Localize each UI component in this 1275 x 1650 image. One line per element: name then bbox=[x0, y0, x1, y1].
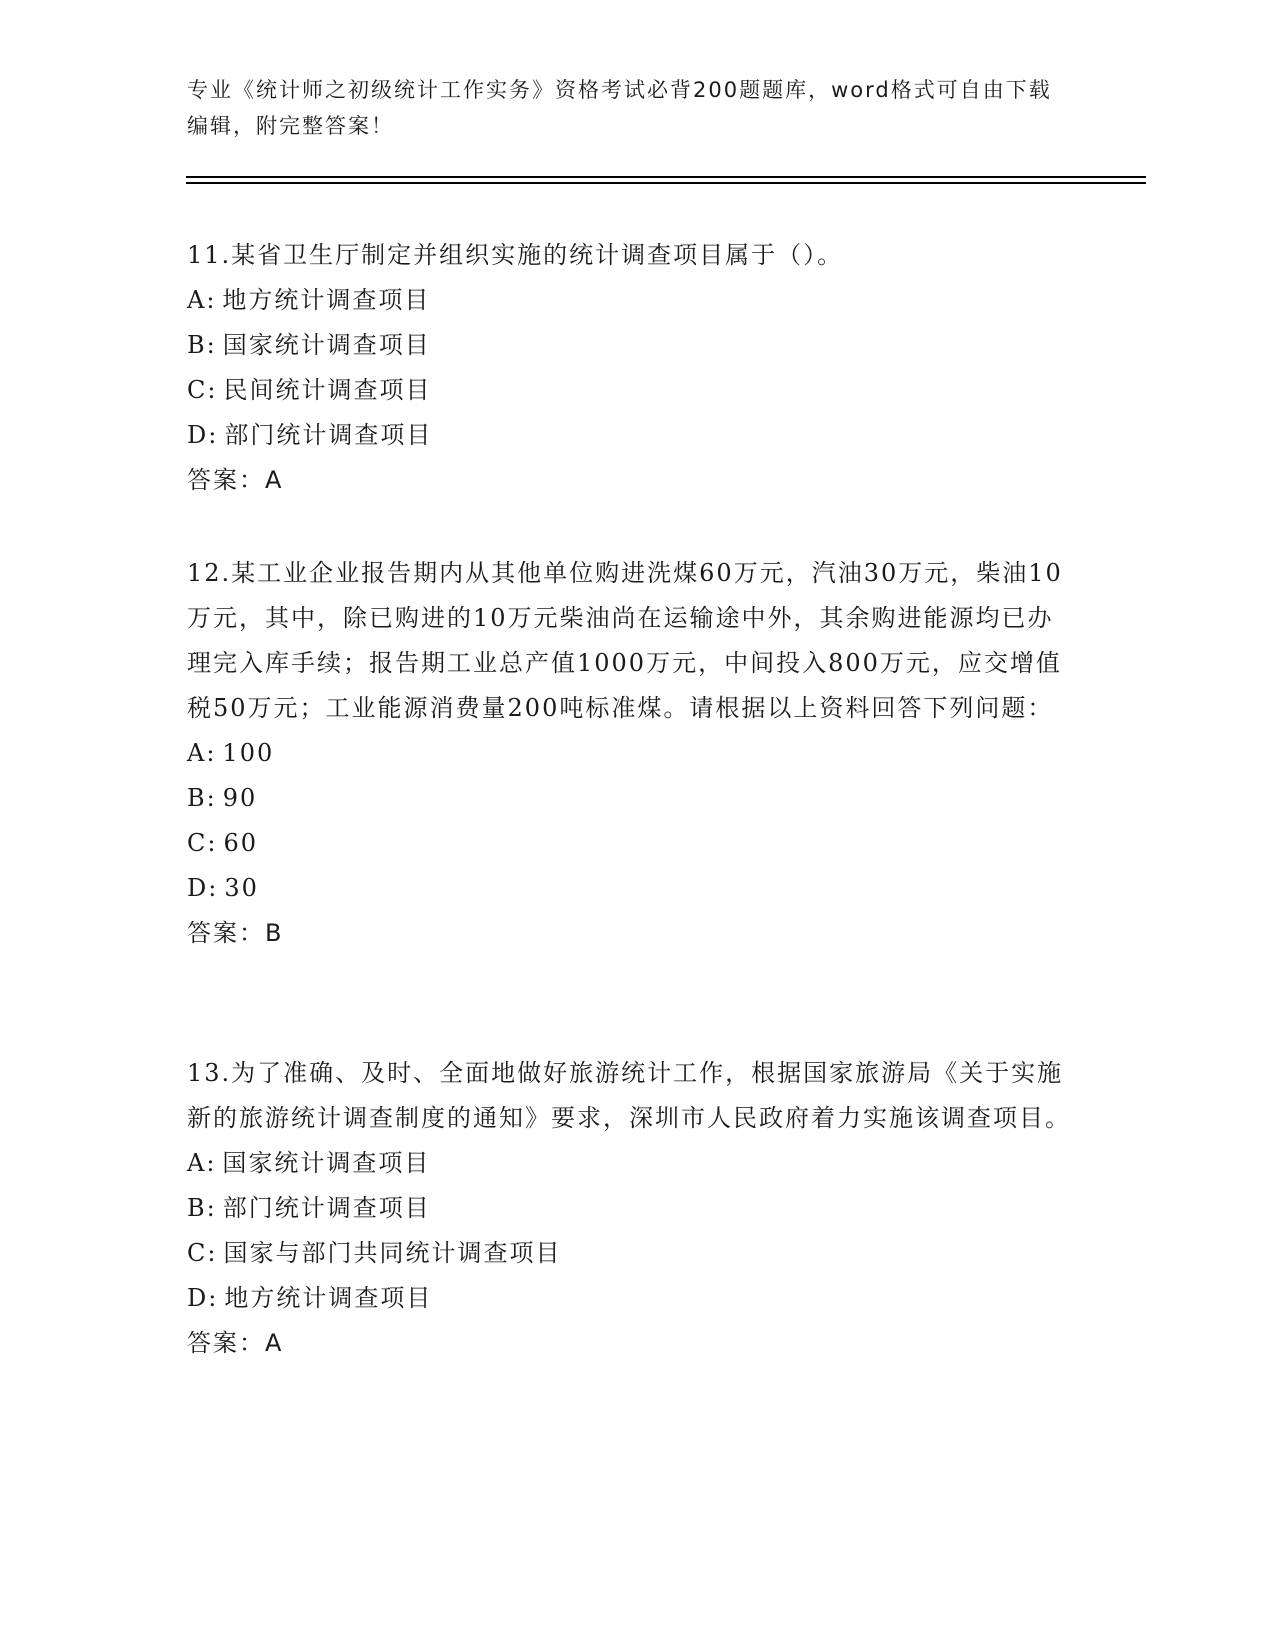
option-text: 90 bbox=[222, 784, 258, 812]
option-d bbox=[187, 866, 1072, 911]
option-text: 部门统计调查项目 bbox=[224, 421, 433, 449]
option-text: 国家统计调查项目 bbox=[222, 331, 431, 359]
option-text: 国家统计调查项目 bbox=[222, 1149, 431, 1177]
option-letter: A: bbox=[187, 1149, 217, 1177]
question-11 bbox=[187, 233, 1072, 503]
option-letter: B: bbox=[187, 1194, 217, 1222]
question-13 bbox=[187, 1051, 1072, 1366]
answer-line: 答案：B bbox=[187, 919, 284, 947]
option-letter: A: bbox=[187, 739, 217, 767]
question-text: 12.某工业企业报告期内从其他单位购进洗煤60万元，汽油30万元，柴油10万元，其中，除已购进的10万元柴油尚在运输途中外，其余购进能源均已办理完入库手续；报告期工业总产值1000万元，中间投入800万元，应交增值税50万元；工业能源消费量200吨标准煤。请根据以上资料回答下列问题： bbox=[187, 559, 1063, 722]
option-text: 60 bbox=[223, 829, 258, 857]
option-letter: C: bbox=[187, 1239, 218, 1267]
option-c bbox=[187, 821, 1072, 866]
option-text: 地方统计调查项目 bbox=[224, 1284, 433, 1312]
option-text: 100 bbox=[222, 739, 275, 767]
option-letter: B: bbox=[187, 331, 217, 359]
question-12 bbox=[187, 551, 1072, 956]
option-c bbox=[187, 368, 1072, 413]
option-a bbox=[187, 731, 1072, 776]
option-b bbox=[187, 323, 1072, 368]
option-letter: D: bbox=[187, 1284, 219, 1312]
option-c bbox=[187, 1231, 1072, 1276]
option-text: 地方统计调查项目 bbox=[222, 286, 431, 314]
option-text: 部门统计调查项目 bbox=[222, 1194, 431, 1222]
option-letter: D: bbox=[187, 874, 219, 902]
option-text: 民间统计调查项目 bbox=[223, 376, 432, 404]
header-divider-bottom bbox=[186, 182, 1146, 184]
question-text: 13.为了准确、及时、全面地做好旅游统计工作，根据国家旅游局《关于实施新的旅游统计调查制度的通知》要求，深圳市人民政府着力实施该调查项目。 bbox=[187, 1059, 1071, 1132]
header-divider-top bbox=[186, 176, 1146, 178]
option-b bbox=[187, 1186, 1072, 1231]
question-text: 11.某省卫生厅制定并组织实施的统计调查项目属于（）。 bbox=[187, 241, 844, 269]
document-header: 专业《统计师之初级统计工作实务》资格考试必背200题题库，word格式可自由下载编辑，附完整答案！ bbox=[187, 78, 1052, 138]
option-a bbox=[187, 1141, 1072, 1186]
option-d bbox=[187, 1276, 1072, 1321]
answer-line: 答案：A bbox=[187, 466, 284, 494]
option-d bbox=[187, 413, 1072, 458]
answer-line: 答案：A bbox=[187, 1329, 284, 1357]
option-text: 国家与部门共同统计调查项目 bbox=[223, 1239, 562, 1267]
option-letter: B: bbox=[187, 784, 217, 812]
option-letter: C: bbox=[187, 829, 218, 857]
option-text: 30 bbox=[224, 874, 259, 902]
option-letter: C: bbox=[187, 376, 218, 404]
option-letter: A: bbox=[187, 286, 217, 314]
option-a bbox=[187, 278, 1072, 323]
option-letter: D: bbox=[187, 421, 219, 449]
option-b bbox=[187, 776, 1072, 821]
